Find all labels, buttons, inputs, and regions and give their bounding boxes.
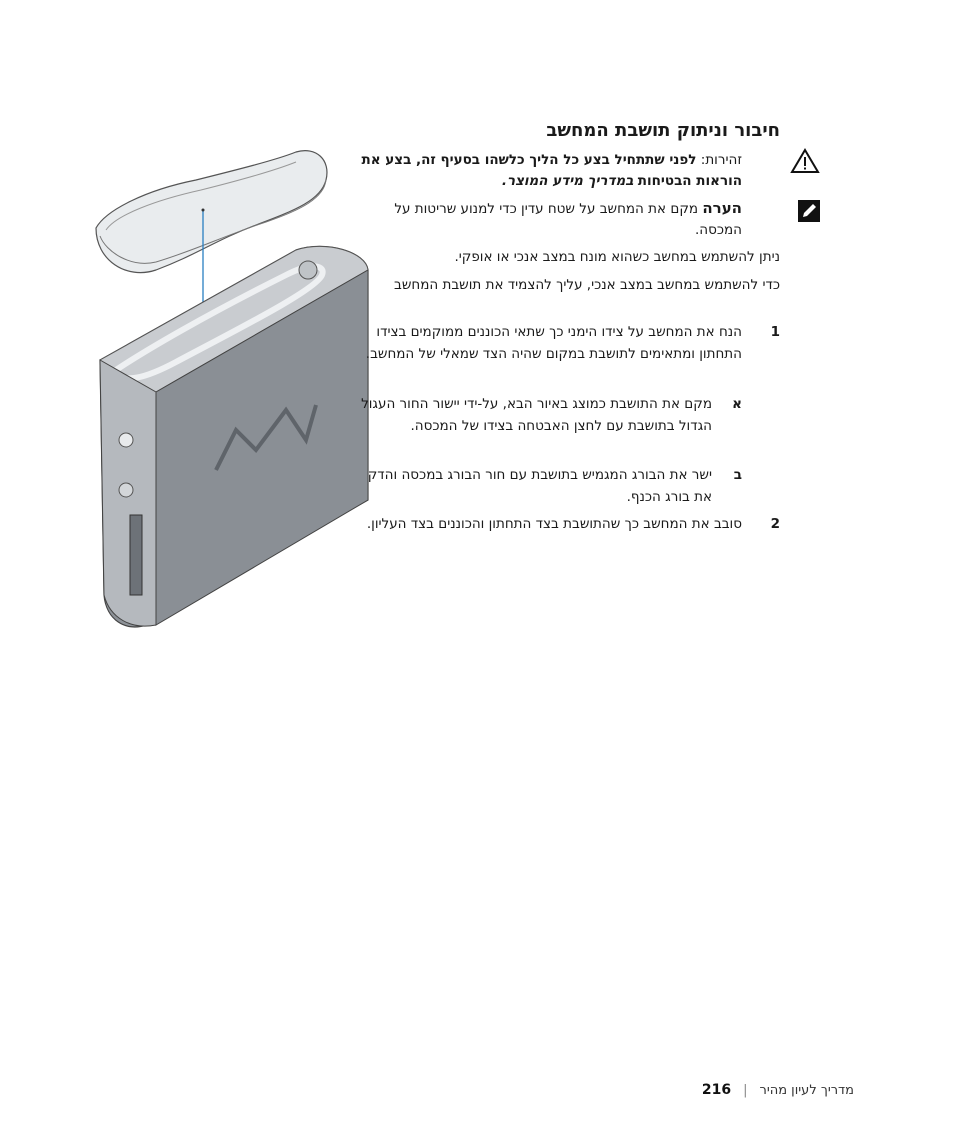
computer-stand-illustration — [86, 140, 376, 640]
step-text: מקם את התושבת כמוצג באיור הבא, על-ידי יישור החור העגול הגדול בתושבת עם לחצן האבטחה בצידו של המכסה. — [361, 396, 712, 434]
step-number: ב — [733, 467, 742, 483]
section-title: חיבור וניתוק תושבת המחשב — [546, 120, 780, 141]
page-number: 216 — [701, 1082, 732, 1098]
step-text: הנח את המחשב על צידו הימני כך שתאי הכוננים ממוקמים בצידו התחתון ומתאימים לתושבת במקום שהיה הצד שמאלי של המחשב. — [365, 324, 742, 362]
note-block — [350, 198, 780, 241]
warning-emphasis: במדריך מידע המוצר. — [501, 173, 634, 189]
step-a — [350, 394, 780, 437]
warning-label: זהירות: — [700, 152, 742, 168]
note-text: מקם את המחשב על שטח עדין כדי למנוע שריטות על המכסה. — [394, 201, 742, 238]
page-footer — [702, 1082, 854, 1098]
step-b — [350, 465, 780, 508]
paragraph-2: כדי להשתמש במחשב במצב אנכי, עליך להצמיד את תושבת המחשב — [394, 277, 780, 293]
pencil-note-icon — [798, 200, 820, 222]
warning-text: לפני שתתחיל בצע כל הליך כלשהו בסעיף זה, בצע את הוראות הבטיחות — [361, 152, 742, 189]
paragraph-1: ניתן להשתמש במחשב כשהוא מונח במצב אנכי או אופקי. — [454, 249, 780, 265]
footer-separator: | — [743, 1082, 748, 1098]
step-number: א — [732, 396, 742, 412]
computer-tower — [100, 246, 368, 627]
step-text: סובב את המחשב כך שהתושבת בצד התחתון והכוננים בצד העליון. — [366, 516, 742, 532]
step-number: 1 — [770, 324, 780, 340]
warning-block — [350, 150, 780, 192]
step-1 — [350, 322, 780, 365]
step-number: 2 — [770, 516, 780, 532]
note-label: הערה — [702, 199, 742, 217]
warning-triangle-icon — [790, 148, 820, 174]
step-2 — [350, 514, 780, 536]
step-text: ישר את הבורג המגמיש בתושבת עם חור הבורג במכסה והדק את בורג הכנף. — [367, 467, 712, 505]
footer-title: מדריך לעיון מהיר — [759, 1082, 854, 1098]
